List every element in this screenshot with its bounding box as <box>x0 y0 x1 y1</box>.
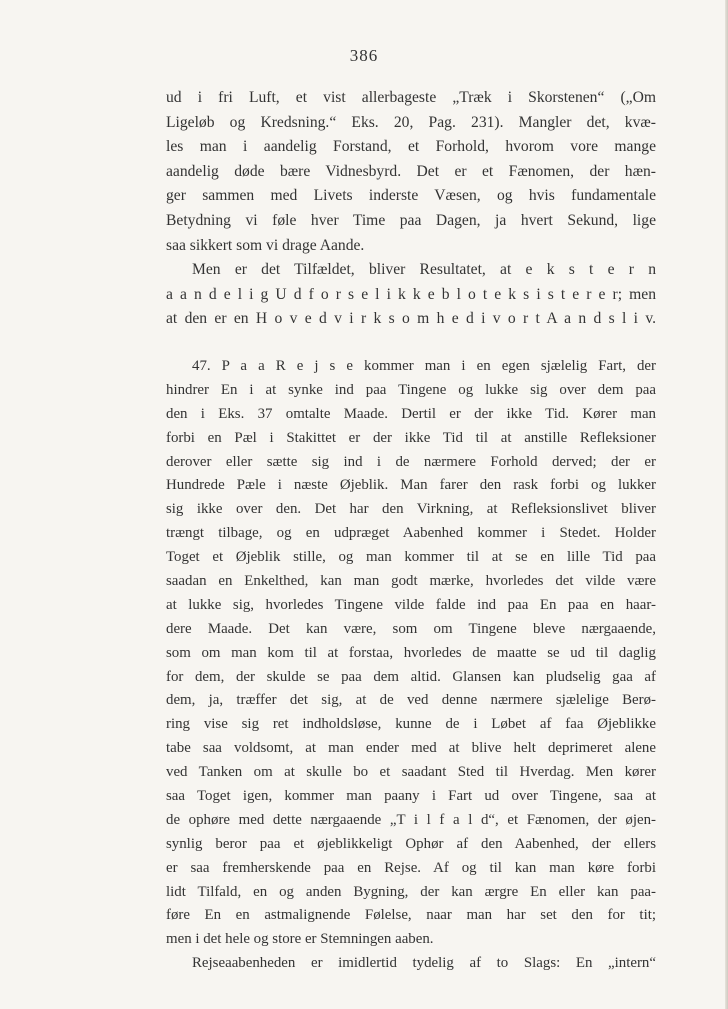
text-block-bottom <box>166 355 656 976</box>
text-line: Men er det Tilfældet, bliver Resultatet, at e k s t e r n <box>192 261 656 279</box>
text-line: lidt Tilfald, en og anden Bygning, der kan ærgre En eller kan paa- <box>166 883 656 900</box>
text-line: Toget et Øjeblik stille, og man kommer til at se en lille Tid paa <box>166 549 656 566</box>
text-line: at den er en H o v e d v i r k s o m h e d i v o r t A a n d s l i v. <box>166 310 656 328</box>
text-line: trængt tilbage, og en udpræget Aabenhed kommer i Stedet. Holder <box>166 525 656 542</box>
text-line: at lukke sig, hvorledes Tingene vilde falde ind paa En paa en haar- <box>166 596 656 613</box>
text-line: Ligeløb og Kredsning.“ Eks. 20, Pag. 231). Mangler det, kvæ- <box>166 113 656 131</box>
text-line: dem, ja, træffer det sig, at de ved denne nærmere sjælelige Berø- <box>166 692 656 709</box>
text-line: den i Eks. 37 omtalte Maade. Dertil er der ikke Tid. Kører man <box>166 405 656 422</box>
text-line: er saa fremherskende paa en Rejse. Af og til kan man køre forbi <box>166 859 656 876</box>
text-line: aandelig døde bære Vidnesbyrd. Det er et Fænomen, der hæn- <box>166 162 656 180</box>
text-line: de ophøre med dette nærgaaende „T i l f a l d“, et Fænomen, der øjen- <box>166 811 656 828</box>
text-line: tabe saa voldsomt, at man ender med at blive helt deprimeret alene <box>166 740 656 757</box>
text-line: les man i aandelig Forstand, et Forhold, hvorom vore mange <box>166 138 656 156</box>
text-line: synlig beror paa et øjeblikkeligt Ophør af den Aabenhed, der ellers <box>166 835 656 852</box>
text-line: ved Tanken om at skulle bo et saadant Sted til Hverdag. Men kører <box>166 764 656 781</box>
text-line: ring vise sig ret indholdsløse, kunne de i Løbet af faa Øjeblikke <box>166 716 656 733</box>
text-line: dere Maade. Det kan være, som om Tingene bleve nærgaaende, <box>166 620 656 637</box>
text-line: sig ikke over den. Det har den Virkning, at Refleksionslivet bliver <box>166 501 656 518</box>
text-line: ud i fri Luft, et vist allerbageste „Træk i Skorstenen“ („Om <box>166 89 656 106</box>
text-line: Hundrede Pæle i næste Øjeblik. Man farer den rask forbi og lukker <box>166 477 656 494</box>
text-line: for dem, der skulde se paa dem altid. Glansen kan pludselig gaa af <box>166 668 656 685</box>
text-line: hindrer En i at synke ind paa Tingene og lukke sig over dem paa <box>166 381 656 398</box>
text-line: saadan en Enkelthed, kan man godt mærke, hvorledes det vilde være <box>166 573 656 590</box>
text-line: som om man kom til at forstaa, hvorledes de maatte se ud til daglig <box>166 644 656 661</box>
paragraph-2 <box>166 258 656 332</box>
paragraph-4 <box>166 952 656 976</box>
text-line: forbi en Pæl i Stakittet er der ikke Tid til at anstille Refleksioner <box>166 429 656 446</box>
text-line: ger sammen med Livets inderste Væsen, og hvis fundamentale <box>166 187 656 205</box>
text-line: derover eller sætte sig ind i de nærmere Forhold derved; der er <box>166 453 656 470</box>
text-line: a a n d e l i g U d f o r s e l i k k e b l o t e k s i s t e r e r; men <box>166 285 656 303</box>
text-line: føre En en astmalignende Følelse, naar man har set den for tit; <box>166 907 656 924</box>
text-block-top <box>166 86 656 332</box>
paragraph-3 <box>166 355 656 952</box>
text-line: Rejseaabenheden er imidlertid tydelig af to Slags: En „intern“ <box>192 955 656 972</box>
text-line: men i det hele og store er Stemningen aaben. <box>166 931 434 948</box>
text-line: Betydning vi føle hver Time paa Dagen, ja hvert Sekund, lige <box>166 211 656 229</box>
page-number: 386 <box>349 46 379 65</box>
text-line: saa Toget igen, kommer man paany i Fart ud over Tingene, saa at <box>166 788 656 805</box>
text-line: saa sikkert som vi drage Aande. <box>166 236 365 254</box>
paragraph-1 <box>166 86 656 258</box>
text-line: 47. P a a R e j s e kommer man i en egen sjælelig Fart, der <box>192 358 656 374</box>
